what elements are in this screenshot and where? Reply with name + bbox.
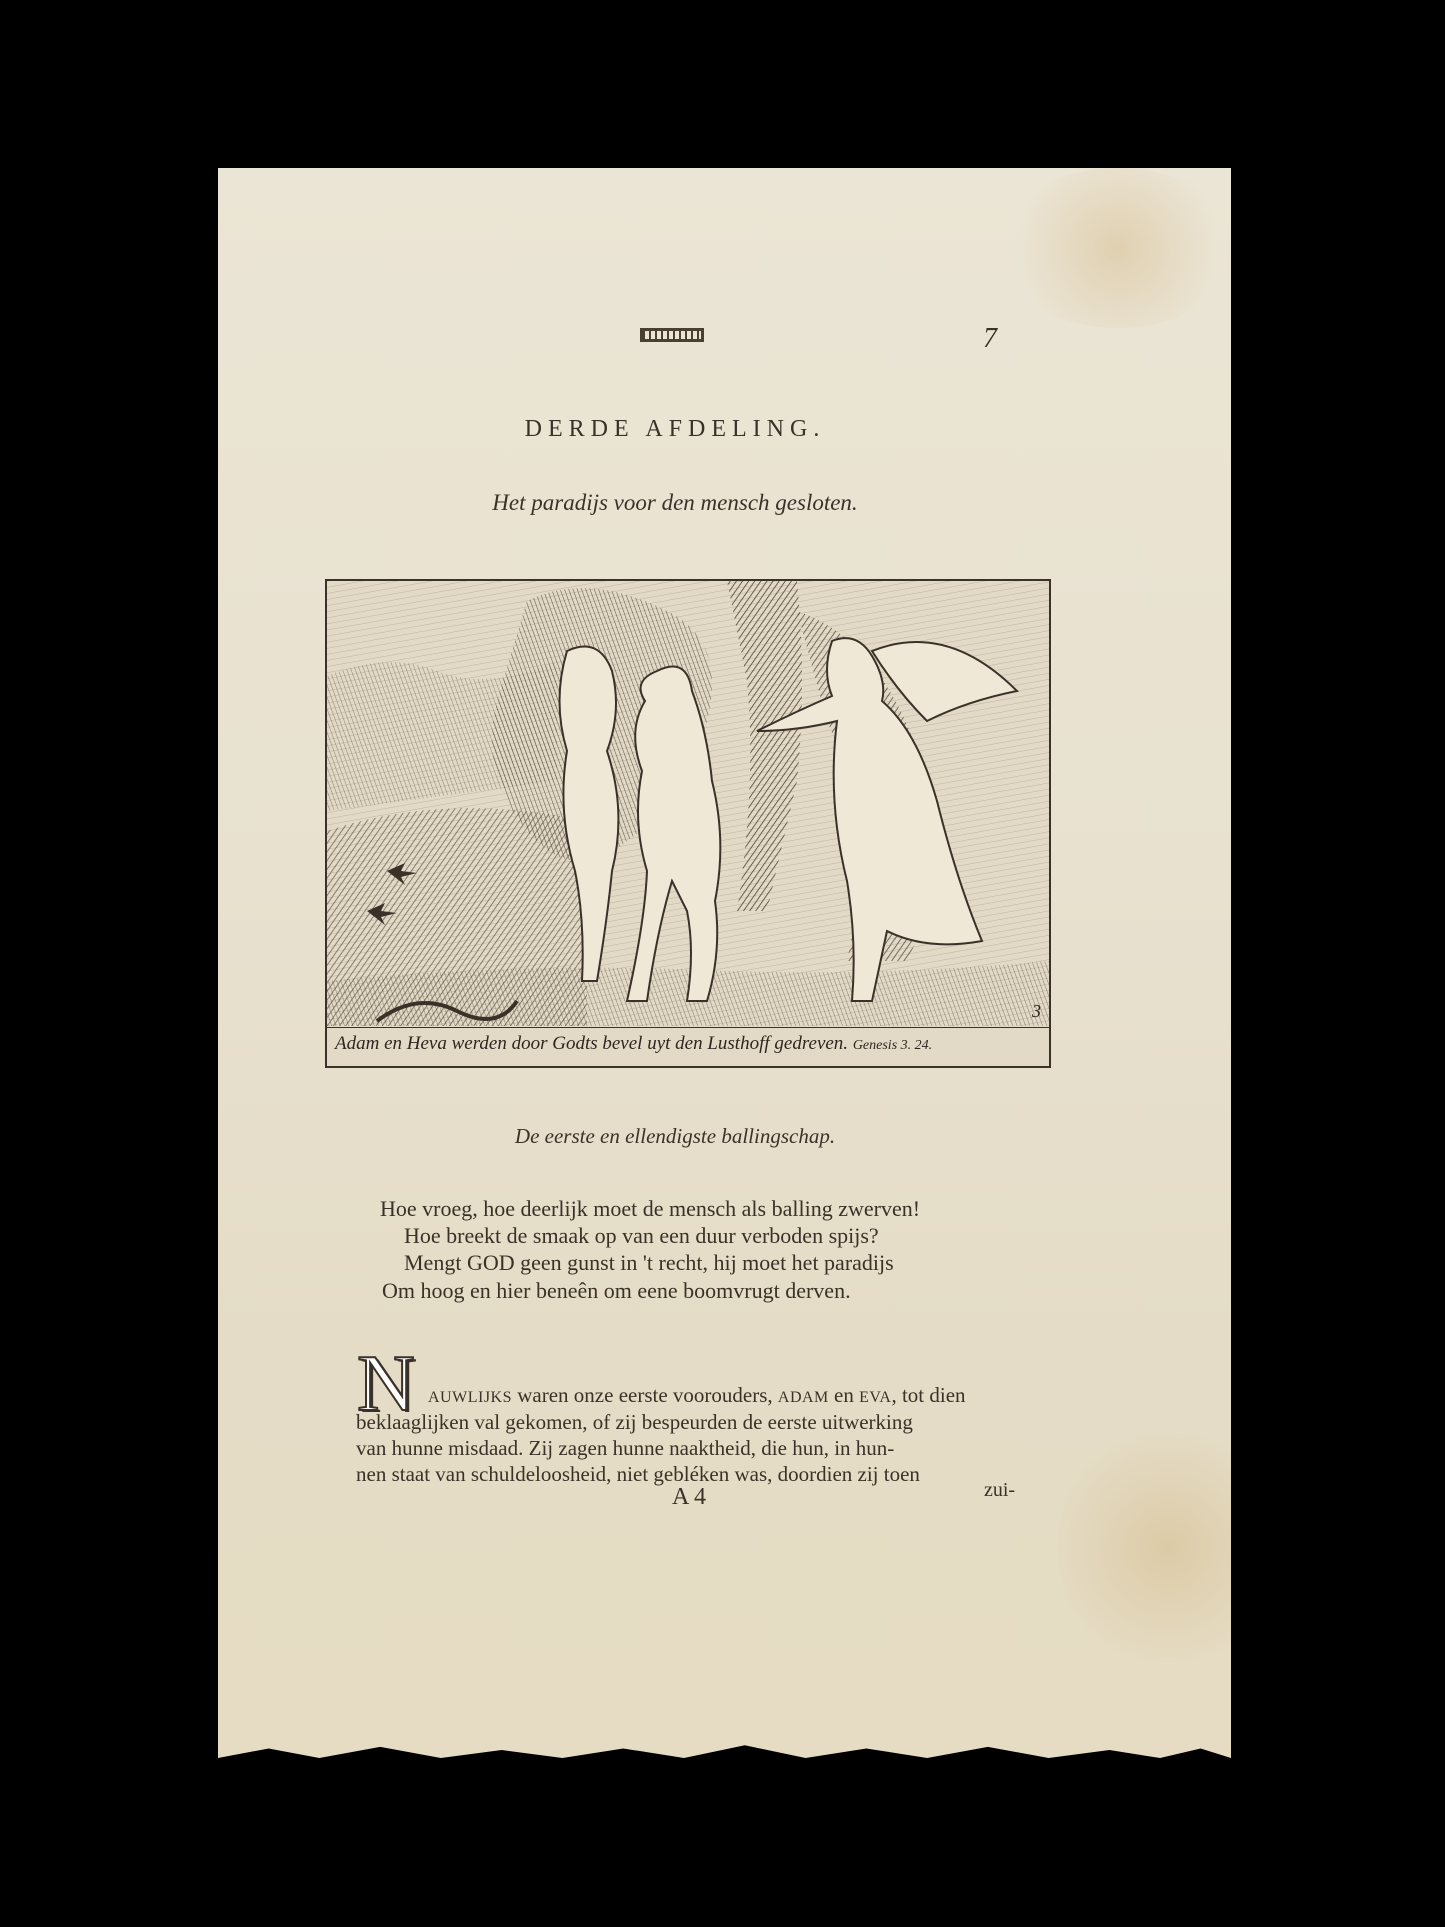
signature-mark: A 4 [672, 1484, 707, 1510]
body-line: van hunne misdaad. Zij zagen hunne naaktheid, die hun, in hun- [356, 1436, 895, 1460]
body-text: waren onze eerste voorouders, [512, 1383, 778, 1407]
foxing-stain [1058, 1418, 1278, 1678]
body-smallcaps: AUWLIJKS [428, 1389, 512, 1406]
caption-rule [327, 1027, 1049, 1028]
body-name: EVA [859, 1389, 892, 1406]
engraving-plate [325, 579, 1051, 1068]
foxing-stain [998, 168, 1238, 328]
body-text: , tot dien [891, 1383, 966, 1407]
body-text: en [828, 1383, 860, 1407]
engraving-caption [335, 1033, 932, 1055]
engraving-illustration [327, 581, 1049, 1066]
section-heading: DERDE AFDELING. [524, 416, 826, 442]
poem-line: Hoe vroeg, hoe deerlijk moet de mensch als balling zwerven! [380, 1196, 921, 1221]
body-line: nen staat van schuldeloosheid, niet gebléken was, doordien zij toen [356, 1462, 920, 1486]
caption-text: Adam en Heva werden door Godts bevel uyt den Lusthoff gedreven. [335, 1033, 849, 1054]
poem-line: Om hoog en hier beneên om eene boomvrugt derven. [382, 1278, 851, 1303]
plate-number: 3 [1032, 1001, 1041, 1021]
poem-line: Hoe breekt de smaak op van een duur verboden spijs? [404, 1223, 879, 1248]
body-line: beklaaglijken val gekomen, of zij bespeurden de eerste uitwerking [356, 1410, 913, 1434]
drop-capital: N [357, 1340, 415, 1428]
caption-reference: Genesis 3. 24. [852, 1038, 933, 1053]
catchword: zui- [984, 1479, 1016, 1501]
header-ornament [640, 328, 704, 342]
section-subtitle: Het paradijs voor den mensch gesloten. [492, 490, 858, 515]
page-number: 7 [983, 323, 997, 354]
poem-line: Mengt GOD geen gunst in 't recht, hij moet het paradijs [404, 1250, 894, 1275]
poem-title: De eerste en ellendigste ballingschap. [514, 1124, 836, 1148]
body-name: ADAM [777, 1389, 829, 1406]
body-line [428, 1383, 966, 1408]
